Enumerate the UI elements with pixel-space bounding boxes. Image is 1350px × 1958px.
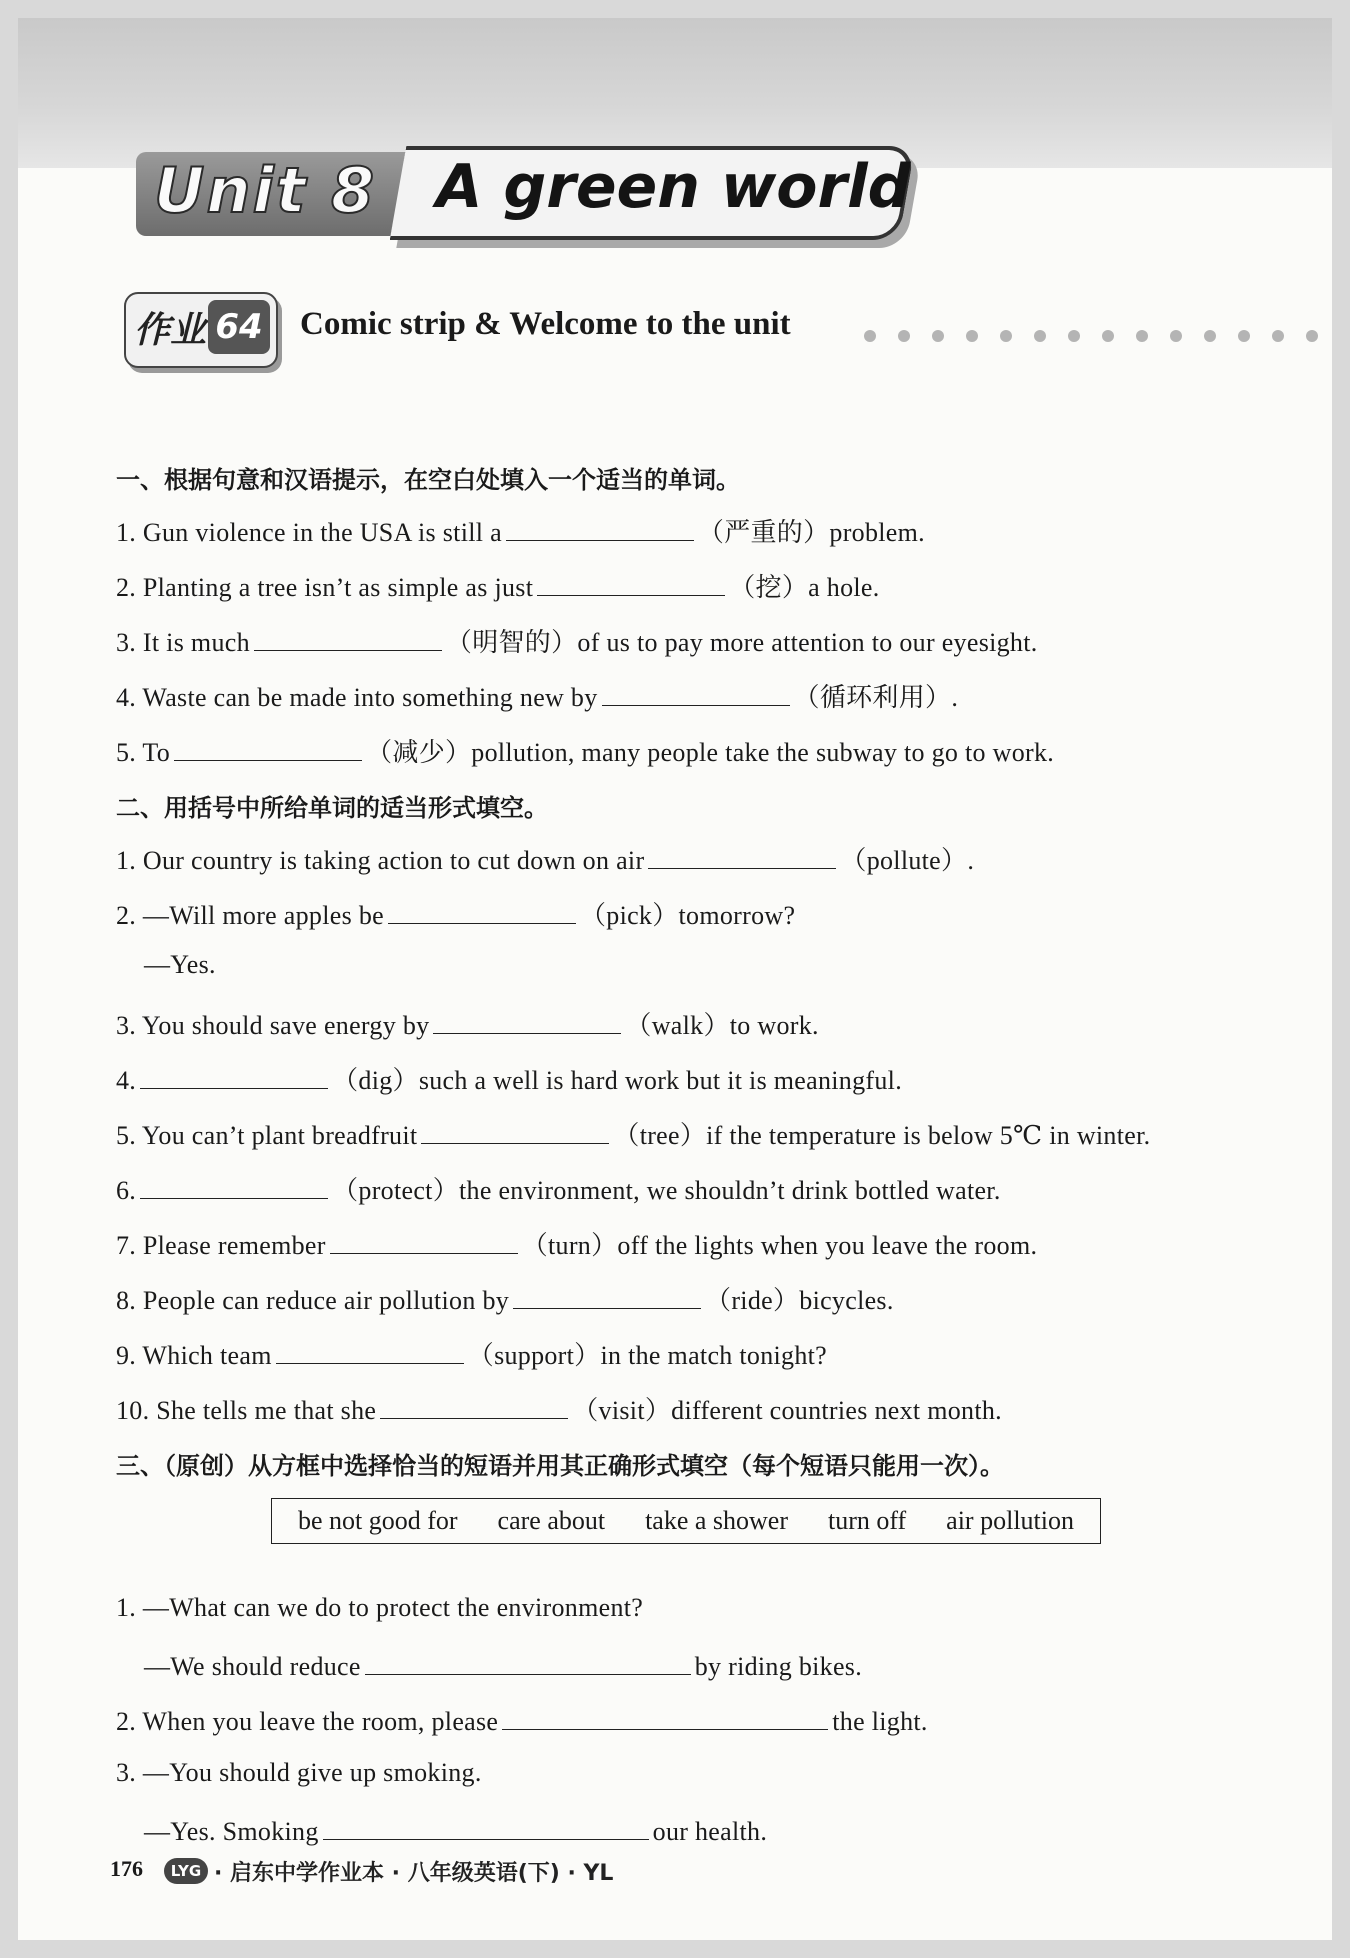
- part2-question-2: [116, 895, 795, 932]
- part1-question-4: [116, 677, 958, 714]
- divider-dot: [1034, 330, 1046, 342]
- divider-dot: [966, 330, 978, 342]
- answer-blank[interactable]: [388, 897, 576, 924]
- question-text: 4.: [116, 1066, 137, 1095]
- book-title: · 启东中学作业本 · 八年级英语(下) · YL: [214, 1861, 614, 1886]
- answer-blank[interactable]: [502, 1703, 828, 1730]
- question-text: 5. You can’t plant breadfruit: [116, 1121, 418, 1150]
- unit-title: A green world: [436, 152, 911, 222]
- question-text: 10. She tells me that she: [116, 1396, 377, 1425]
- part2-question-6: [116, 1170, 1001, 1207]
- question-text: 3. It is much: [116, 628, 250, 657]
- part3-question-1: [116, 1593, 643, 1623]
- divider-dot: [1136, 330, 1148, 342]
- answer-blank[interactable]: [537, 569, 725, 596]
- answer-blank[interactable]: [421, 1117, 609, 1144]
- question-text: 1. Gun violence in the USA is still a: [116, 518, 502, 547]
- divider-dot: [898, 330, 910, 342]
- homework-number: 64: [208, 300, 270, 354]
- publisher-badge: LYG: [164, 1858, 208, 1884]
- answer-blank[interactable]: [365, 1648, 691, 1675]
- question-text: —We should reduce: [144, 1652, 361, 1681]
- divider-dot: [1204, 330, 1216, 342]
- question-text: 2. —Will more apples be: [116, 901, 384, 930]
- question-hint: （挖）a hole.: [729, 573, 880, 602]
- question-text: —Yes.: [144, 950, 216, 979]
- answer-blank[interactable]: [254, 624, 442, 651]
- question-text: 2. When you leave the room, please: [116, 1707, 499, 1736]
- part1-question-1: [116, 512, 925, 549]
- part1-question-2: [116, 567, 880, 604]
- answer-blank[interactable]: [323, 1813, 649, 1840]
- question-text: —Yes. Smoking: [144, 1817, 319, 1846]
- dotted-divider: [864, 330, 1332, 344]
- part3-heading: 三、（原创）从方框中选择恰当的短语并用其正确形式填空（每个短语只能用一次）。: [116, 1452, 1004, 1480]
- divider-dot: [932, 330, 944, 342]
- question-hint: （严重的）problem.: [697, 518, 925, 547]
- answer-blank[interactable]: [174, 734, 362, 761]
- part2-question-1: [116, 840, 974, 877]
- worksheet-page: [18, 18, 1332, 1940]
- answer-blank[interactable]: [276, 1337, 464, 1364]
- divider-dot: [1170, 330, 1182, 342]
- phrase-item: take a shower: [645, 1506, 788, 1535]
- part3-question-2: [116, 1703, 928, 1737]
- question-text: 1. —What can we do to protect the environment?: [116, 1593, 644, 1622]
- question-text: 3. You should save energy by: [116, 1011, 430, 1040]
- part2-question-4: [116, 1060, 902, 1097]
- phrase-box: [271, 1498, 1101, 1544]
- question-text: 7. Please remember: [116, 1231, 326, 1260]
- question-text: 1. Our country is taking action to cut down on air: [116, 846, 645, 875]
- homework-badge: [124, 292, 284, 372]
- question-hint: （明智的）of us to pay more attention to our eyesight.: [445, 628, 1038, 657]
- answer-blank[interactable]: [330, 1227, 518, 1254]
- question-text: 3. —You should give up smoking.: [116, 1758, 482, 1787]
- part2-question-3: [116, 1005, 819, 1042]
- question-hint: （pick）tomorrow?: [579, 901, 796, 930]
- question-hint: （dig）such a well is hard work but it is meaningful.: [332, 1066, 902, 1095]
- section-title: Comic strip & Welcome to the unit: [300, 306, 791, 342]
- divider-dot: [1102, 330, 1114, 342]
- divider-dot: [1306, 330, 1318, 342]
- phrase-item: be not good for: [297, 1506, 458, 1535]
- question-text: the light.: [832, 1707, 928, 1736]
- part2-answer-line: [144, 950, 216, 980]
- part1-heading: 一、根据句意和汉语提示，在空白处填入一个适当的单词。: [116, 466, 740, 494]
- answer-blank[interactable]: [140, 1172, 328, 1199]
- question-hint: （protect）the environment, we shouldn’t drink bottled water.: [332, 1176, 1001, 1205]
- phrase-item: air pollution: [946, 1506, 1074, 1535]
- phrase-item: care about: [497, 1506, 606, 1535]
- answer-blank[interactable]: [140, 1062, 328, 1089]
- question-text: 5. To: [116, 738, 171, 767]
- part2-question-7: [116, 1225, 1037, 1262]
- phrase-item: turn off: [827, 1506, 907, 1535]
- answer-blank[interactable]: [513, 1282, 701, 1309]
- part1-question-5: [116, 732, 1054, 769]
- part2-question-8: [116, 1280, 894, 1317]
- question-hint: （support）in the match tonight?: [467, 1341, 827, 1370]
- answer-blank[interactable]: [602, 679, 790, 706]
- question-text: 8. People can reduce air pollution by: [116, 1286, 510, 1315]
- question-hint: （turn）off the lights when you leave the room.: [521, 1231, 1038, 1260]
- unit-banner: [136, 144, 916, 244]
- question-hint: （visit）different countries next month.: [572, 1396, 1002, 1425]
- homework-label: 作业: [134, 310, 207, 351]
- divider-dot: [1000, 330, 1012, 342]
- question-hint: （tree）if the temperature is below 5℃ in winter.: [613, 1121, 1151, 1150]
- question-text: 2. Planting a tree isn’t as simple as just: [116, 573, 534, 602]
- question-hint: （减少）pollution, many people take the subway to go to work.: [366, 738, 1055, 767]
- answer-blank[interactable]: [506, 514, 694, 541]
- answer-blank[interactable]: [648, 842, 836, 869]
- divider-dot: [1068, 330, 1080, 342]
- question-hint: （walk）to work.: [625, 1011, 819, 1040]
- unit-label: Unit 8: [154, 154, 377, 227]
- page-number: 176: [110, 1856, 143, 1881]
- question-text: our health.: [652, 1817, 768, 1846]
- question-text: 9. Which team: [116, 1341, 272, 1370]
- question-hint: （循环利用）.: [793, 683, 959, 712]
- part3-answer-3: [144, 1813, 767, 1847]
- part2-question-10: [116, 1390, 1002, 1427]
- part2-heading: 二、用括号中所给单词的适当形式填空。: [116, 794, 548, 822]
- divider-dot: [864, 330, 876, 342]
- question-text: 6.: [116, 1176, 137, 1205]
- part3-answer-1: [144, 1648, 862, 1682]
- question-text: 4. Waste can be made into something new by: [116, 683, 598, 712]
- part3-question-3: [116, 1758, 482, 1788]
- question-hint: （ride）bicycles.: [705, 1286, 894, 1315]
- question-hint: （pollute）.: [840, 846, 975, 875]
- part2-question-9: [116, 1335, 827, 1372]
- answer-blank[interactable]: [433, 1007, 621, 1034]
- answer-blank[interactable]: [380, 1392, 568, 1419]
- divider-dot: [1238, 330, 1250, 342]
- question-text: by riding bikes.: [694, 1652, 863, 1681]
- divider-dot: [1272, 330, 1284, 342]
- part2-question-5: [116, 1115, 1150, 1152]
- part1-question-3: [116, 622, 1038, 659]
